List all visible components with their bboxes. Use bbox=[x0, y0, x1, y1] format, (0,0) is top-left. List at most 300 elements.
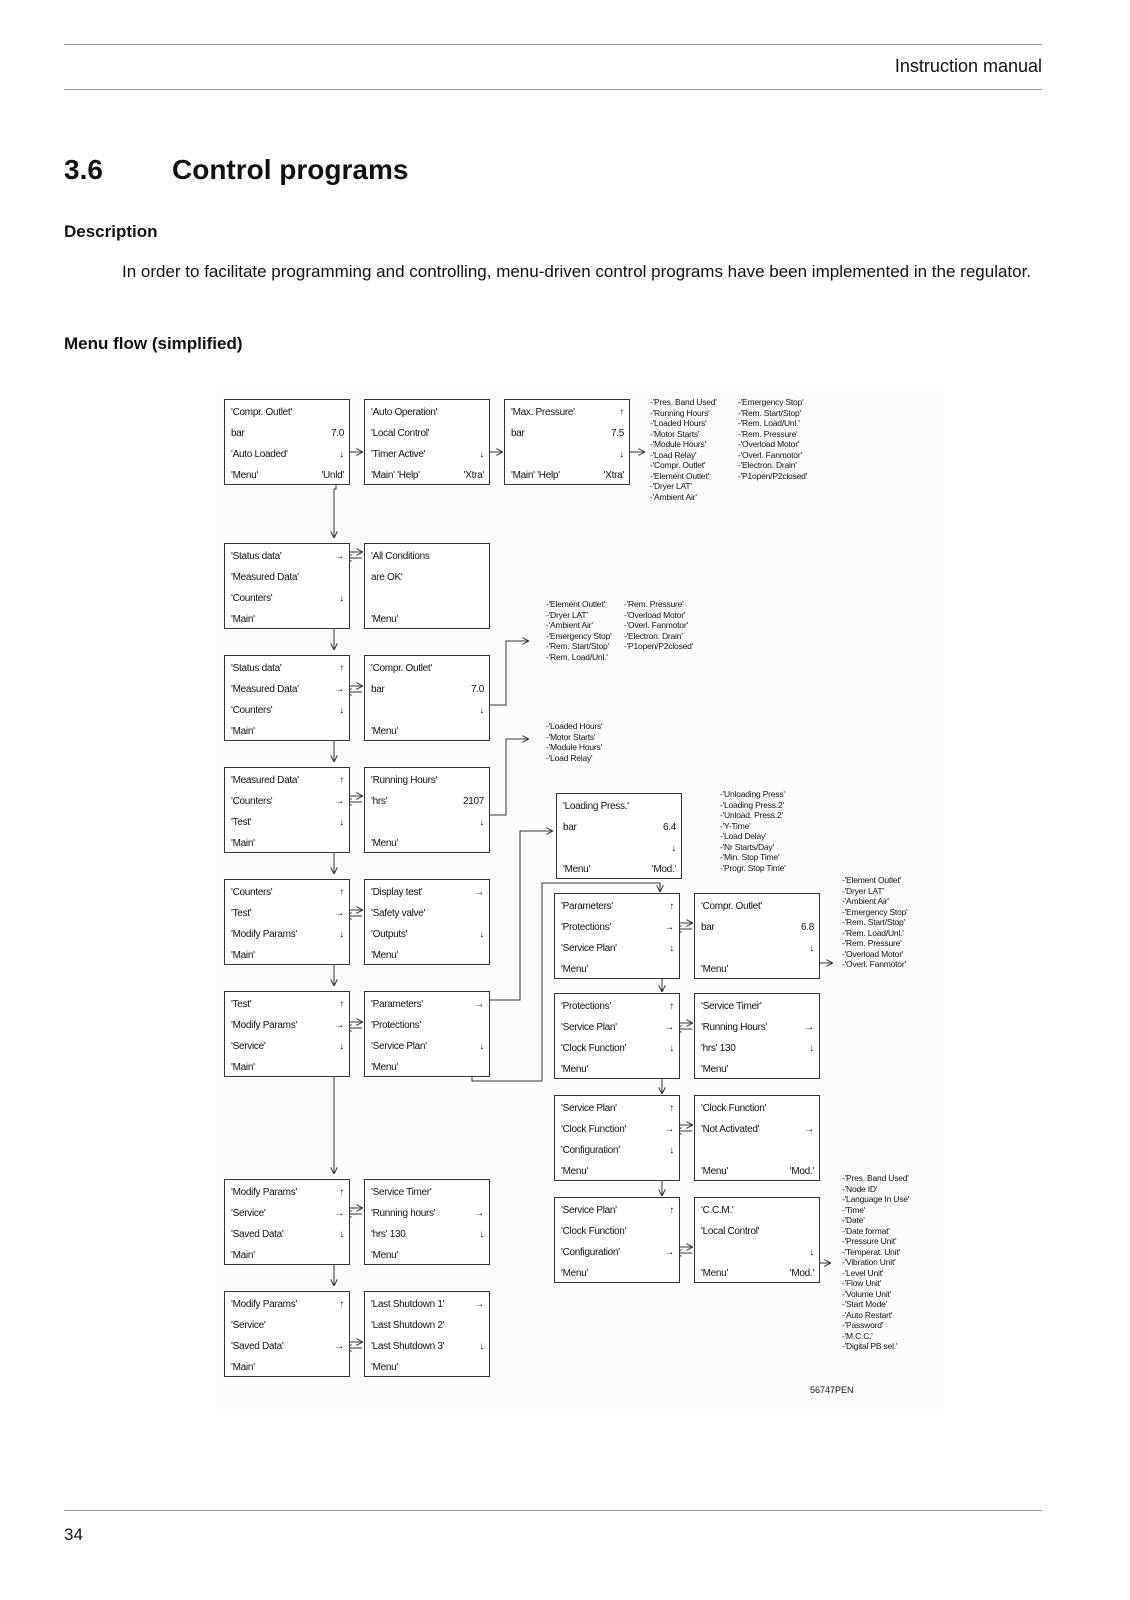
screen-line bbox=[231, 680, 344, 700]
screen-line bbox=[371, 424, 484, 444]
screen-line-right: 'Xtra' bbox=[603, 470, 624, 481]
screen-line bbox=[231, 1358, 344, 1378]
screen-line-left: bar bbox=[563, 822, 577, 833]
screen-line-left: 'Max. Pressure' bbox=[511, 407, 575, 418]
screen-line-right: ↓ bbox=[479, 1341, 484, 1352]
screen-line bbox=[701, 897, 814, 917]
screen-line-left: 'Menu' bbox=[561, 964, 589, 975]
menu-screen-box bbox=[224, 991, 350, 1077]
screen-line-left: 'Main' bbox=[231, 838, 255, 849]
note-list: -'Element Outlet' -'Dryer LAT' -'Ambient Air' -'Emergency Stop' -'Rem. Start/Stop' -'Rem. Load/Unl.' -'Rem. Pressure' -'Overload Motor' -'Overl. Fanmotor' bbox=[842, 875, 908, 969]
screen-line-right: 'Mod.' bbox=[789, 1268, 814, 1279]
description-text: In order to facilitate programming and controlling, menu-driven control programs have been implemented in the regulator. bbox=[122, 262, 1032, 281]
screen-line-left: 'Protections' bbox=[561, 1001, 611, 1012]
screen-line-left: 'Main' bbox=[231, 614, 255, 625]
screen-line-right: ↓ bbox=[339, 449, 344, 460]
screen-line bbox=[511, 403, 624, 423]
screen-line-right: 6.4 bbox=[662, 822, 676, 833]
screen-line-right: ↓ bbox=[339, 1229, 344, 1240]
screen-line-left: 'Main' bbox=[231, 726, 255, 737]
screen-line-left: 'Status data' bbox=[231, 663, 282, 674]
screen-line bbox=[371, 610, 484, 630]
menu-screen-box bbox=[364, 991, 490, 1077]
screen-line-left: 'Service Plan' bbox=[561, 1022, 617, 1033]
menu-screen-box bbox=[556, 793, 682, 879]
screen-line bbox=[231, 1204, 344, 1224]
screen-line bbox=[231, 834, 344, 854]
screen-line bbox=[231, 659, 344, 679]
screen-line-left: 'Measured Data' bbox=[231, 572, 299, 583]
screen-line bbox=[371, 568, 484, 588]
screen-line bbox=[231, 1037, 344, 1057]
note-list: -'Pres. Band Used' -'Node ID' -'Language In Use' -'Time' -'Date' -'Date format' -'Pressure Unit' -'Temperat. Unit' -'Vibration Unit' -'Level Unit' -'Flow Unit' -'Volume Unit' -'Start Mode' -'Auto Restart' -'Password' -'M.C.C.' -'Digital PB sel.' bbox=[842, 1173, 910, 1351]
screen-line-left: 'Service Timer' bbox=[371, 1187, 432, 1198]
screen-line-right: ↑ bbox=[339, 887, 344, 898]
screen-line-right: ↓ bbox=[669, 943, 674, 954]
menu-screen-box bbox=[364, 543, 490, 629]
screen-line-left: 'All Conditions bbox=[371, 551, 430, 562]
screen-line bbox=[371, 1037, 484, 1057]
screen-line bbox=[701, 1120, 814, 1140]
screen-line bbox=[371, 466, 484, 486]
menu-screen-box bbox=[224, 655, 350, 741]
screen-line-right: ↑ bbox=[669, 1103, 674, 1114]
screen-line bbox=[231, 589, 344, 609]
menu-screen-box bbox=[224, 1291, 350, 1377]
note-list: -'Element Outlet' -'Dryer LAT' -'Ambient Air' -'Emergency Stop' -'Rem. Start/Stop' -'Rem. Load/Unl.' bbox=[546, 599, 612, 662]
screen-line-left: 'Clock Function' bbox=[561, 1124, 627, 1135]
screen-line-right: 'Xtra' bbox=[463, 470, 484, 481]
screen-line-left: bar bbox=[511, 428, 525, 439]
screen-line bbox=[231, 1295, 344, 1315]
section-number: 3.6 bbox=[64, 154, 103, 185]
menu-flow-heading: Menu flow (simplified) bbox=[64, 334, 243, 353]
screen-line-left: 'Modify Params' bbox=[231, 1020, 298, 1031]
screen-line bbox=[701, 1141, 814, 1161]
screen-line bbox=[561, 1039, 674, 1059]
screen-line-left: 'Parameters' bbox=[371, 999, 423, 1010]
header-rule-top bbox=[64, 44, 1042, 45]
note-list: -'Rem. Pressure' -'Overload Motor' -'Overl. Fanmotor' -'Electron. Drain' -'P1open/P2closed' bbox=[624, 599, 694, 651]
screen-line-left: 'Configuration' bbox=[561, 1145, 620, 1156]
screen-line bbox=[561, 1060, 674, 1080]
screen-line bbox=[371, 1058, 484, 1078]
menu-screen-box bbox=[364, 655, 490, 741]
screen-line-right: ↑ bbox=[339, 1299, 344, 1310]
screen-line-left: 'Menu' bbox=[701, 1064, 729, 1075]
screen-line-right: ↓ bbox=[809, 943, 814, 954]
screen-line-left: 'Configuration' bbox=[561, 1247, 620, 1258]
screen-line-right: ↓ bbox=[339, 705, 344, 716]
screen-line-right: ↑ bbox=[669, 1001, 674, 1012]
screen-line-left: 'Saved Data' bbox=[231, 1229, 284, 1240]
screen-line-left: 'Running Hours' bbox=[701, 1022, 768, 1033]
screen-line-right: → bbox=[474, 1208, 484, 1219]
screen-line-left: 'Loading Press.' bbox=[563, 801, 629, 812]
screen-line bbox=[561, 1120, 674, 1140]
screen-line-right: → bbox=[664, 1247, 674, 1258]
screen-line bbox=[371, 701, 484, 721]
screen-line-right: ↓ bbox=[669, 1043, 674, 1054]
screen-line-left: 'Service Plan' bbox=[371, 1041, 427, 1052]
screen-line-left: 'Local Control' bbox=[701, 1226, 760, 1237]
screen-line-left: 'Menu' bbox=[561, 1166, 589, 1177]
screen-line bbox=[561, 1162, 674, 1182]
screen-line-right: ↑ bbox=[339, 775, 344, 786]
screen-line-right: ↑ bbox=[669, 901, 674, 912]
menu-screen-box bbox=[694, 993, 820, 1079]
screen-line-right: ↓ bbox=[669, 1145, 674, 1156]
screen-line-right: → bbox=[334, 1341, 344, 1352]
screen-line-right: ↓ bbox=[479, 1229, 484, 1240]
screen-line-left: 'Modify Params' bbox=[231, 1299, 298, 1310]
screen-line-left: 'Service Plan' bbox=[561, 1103, 617, 1114]
section-title: Control programs bbox=[172, 154, 409, 185]
screen-line bbox=[231, 1337, 344, 1357]
screen-line-left: 'Menu' bbox=[371, 1362, 399, 1373]
screen-line-right: → bbox=[474, 1299, 484, 1310]
screen-line-left: 'Menu' bbox=[561, 1064, 589, 1075]
screen-line-left: 'Menu' bbox=[563, 864, 591, 875]
screen-line-left: 'Local Control' bbox=[371, 428, 430, 439]
menu-screen-box bbox=[504, 399, 630, 485]
screen-line-left: 'C.C.M.' bbox=[701, 1205, 734, 1216]
screen-line bbox=[563, 818, 676, 838]
screen-line-right: ↑ bbox=[339, 999, 344, 1010]
screen-line bbox=[561, 1243, 674, 1263]
screen-line bbox=[561, 897, 674, 917]
menu-screen-box bbox=[224, 767, 350, 853]
screen-line-left: bar bbox=[371, 684, 385, 695]
screen-line bbox=[231, 610, 344, 630]
screen-line bbox=[511, 445, 624, 465]
footer-rule bbox=[64, 1510, 1042, 1511]
screen-line bbox=[371, 445, 484, 465]
menu-screen-box bbox=[224, 1179, 350, 1265]
screen-line bbox=[561, 1141, 674, 1161]
screen-line bbox=[231, 904, 344, 924]
screen-line bbox=[561, 918, 674, 938]
screen-line-left: 'Main' bbox=[231, 950, 255, 961]
screen-line-left: 'Running hours' bbox=[371, 1208, 436, 1219]
screen-line-left: 'Main' bbox=[231, 1062, 255, 1073]
screen-line-left: 'Last Shutdown 1' bbox=[371, 1299, 445, 1310]
screen-line bbox=[231, 1058, 344, 1078]
screen-line bbox=[231, 946, 344, 966]
screen-line-left: 'Modify Params' bbox=[231, 1187, 298, 1198]
screen-line bbox=[371, 1225, 484, 1245]
screen-line-left: 'Display test' bbox=[371, 887, 423, 898]
screen-line-left: 'Outputs' bbox=[371, 929, 408, 940]
screen-line-left: 'Menu' bbox=[371, 1062, 399, 1073]
menu-screen-box bbox=[364, 399, 490, 485]
screen-line-right: ↓ bbox=[339, 929, 344, 940]
screen-line-right: → bbox=[474, 887, 484, 898]
screen-line-left: 'Menu' bbox=[371, 838, 399, 849]
menu-screen-box bbox=[554, 893, 680, 979]
screen-line-left: 'Clock Function' bbox=[701, 1103, 767, 1114]
screen-line bbox=[561, 1201, 674, 1221]
menu-screen-box bbox=[554, 1095, 680, 1181]
screen-line-left: are OK' bbox=[371, 572, 403, 583]
screen-line bbox=[371, 1204, 484, 1224]
screen-line-left: 'Main' bbox=[231, 1250, 255, 1261]
screen-line-left: 'hrs' bbox=[371, 796, 388, 807]
screen-line-right: 6.8 bbox=[800, 922, 814, 933]
screen-line bbox=[371, 883, 484, 903]
screen-line bbox=[561, 939, 674, 959]
screen-line-left: 'Compr. Outlet' bbox=[371, 663, 433, 674]
screen-line-left: 'Clock Function' bbox=[561, 1226, 627, 1237]
screen-line bbox=[563, 839, 676, 859]
screen-line-right: ↑ bbox=[669, 1205, 674, 1216]
screen-line bbox=[371, 1337, 484, 1357]
screen-line bbox=[231, 568, 344, 588]
screen-line-right: 'Unld' bbox=[321, 470, 344, 481]
screen-line bbox=[231, 466, 344, 486]
screen-line-right: → bbox=[664, 1124, 674, 1135]
screen-line-left: 'Test' bbox=[231, 908, 252, 919]
screen-line bbox=[561, 1018, 674, 1038]
screen-line bbox=[371, 904, 484, 924]
screen-line bbox=[231, 1016, 344, 1036]
description-heading: Description bbox=[64, 222, 158, 241]
screen-line bbox=[231, 424, 344, 444]
screen-line-left: 'Parameters' bbox=[561, 901, 613, 912]
screen-line-left: 'Menu' bbox=[561, 1268, 589, 1279]
screen-line bbox=[231, 1246, 344, 1266]
screen-line-left: 'Service' bbox=[231, 1041, 266, 1052]
screen-line-right: ↓ bbox=[619, 449, 624, 460]
screen-line-left: 'Counters' bbox=[231, 705, 273, 716]
screen-line bbox=[701, 1201, 814, 1221]
screen-line bbox=[231, 771, 344, 791]
screen-line-right: → bbox=[804, 1022, 814, 1033]
screen-line-right: → bbox=[334, 684, 344, 695]
screen-line bbox=[701, 1243, 814, 1263]
screen-line-left: 'Last Shutdown 3' bbox=[371, 1341, 445, 1352]
screen-line-left: 'Menu' bbox=[371, 726, 399, 737]
screen-line bbox=[371, 1295, 484, 1315]
screen-line-left: 'Main' bbox=[231, 1362, 255, 1373]
screen-line bbox=[231, 722, 344, 742]
screen-line-right: ↓ bbox=[339, 817, 344, 828]
screen-line-left: 'Menu' bbox=[701, 1166, 729, 1177]
screen-line bbox=[561, 1264, 674, 1284]
screen-line bbox=[231, 1316, 344, 1336]
screen-line-left: 'Menu' bbox=[371, 1250, 399, 1261]
screen-line-right: ↓ bbox=[809, 1043, 814, 1054]
note-list: -'Loaded Hours' -'Motor Starts' -'Module Hours' -'Load Relay' bbox=[546, 721, 603, 763]
screen-line-left: 'Menu' bbox=[701, 964, 729, 975]
screen-line-right: → bbox=[664, 1022, 674, 1033]
screen-line-left: 'Main' 'Help' bbox=[371, 470, 420, 481]
screen-line-left: 'Timer Active' bbox=[371, 449, 426, 460]
screen-line bbox=[561, 1222, 674, 1242]
screen-line bbox=[371, 1183, 484, 1203]
screen-line-left: 'Clock Function' bbox=[561, 1043, 627, 1054]
menu-screen-box bbox=[224, 543, 350, 629]
screen-line-right: ↓ bbox=[479, 449, 484, 460]
screen-line bbox=[371, 813, 484, 833]
screen-line bbox=[701, 918, 814, 938]
header-rule-bottom bbox=[64, 89, 1042, 90]
screen-line bbox=[511, 466, 624, 486]
note-list: -'Pres. Band Used' -'Running Hours' -'Loaded Hours' -'Motor Starts' -'Module Hours' -'Load Relay' -'Compr. Outlet' -'Element Outlet' -'Dryer LAT' -'Ambient Air' bbox=[650, 397, 717, 502]
screen-line-left: 'Saved Data' bbox=[231, 1341, 284, 1352]
page-number: 34 bbox=[64, 1525, 83, 1544]
screen-line-left: 'Protections' bbox=[561, 922, 611, 933]
screen-line bbox=[371, 722, 484, 742]
menu-screen-box bbox=[364, 1179, 490, 1265]
screen-line bbox=[371, 680, 484, 700]
screen-line-right: ↓ bbox=[339, 593, 344, 604]
screen-line-left: 'Service Timer' bbox=[701, 1001, 762, 1012]
screen-line bbox=[701, 1264, 814, 1284]
screen-line-right: → bbox=[334, 1020, 344, 1031]
screen-line-right: → bbox=[334, 551, 344, 562]
screen-line bbox=[231, 1225, 344, 1245]
screen-line-left: 'hrs' 130 bbox=[701, 1043, 736, 1054]
screen-line-right: ↓ bbox=[479, 817, 484, 828]
screen-line-right: 7.0 bbox=[470, 684, 484, 695]
screen-line-left: 'Counters' bbox=[231, 887, 273, 898]
menu-screen-box bbox=[554, 993, 680, 1079]
screen-line-right: → bbox=[334, 796, 344, 807]
screen-line-left: 'Main' 'Help' bbox=[511, 470, 560, 481]
screen-line-left: 'Test' bbox=[231, 817, 252, 828]
screen-line-right: ↓ bbox=[809, 1247, 814, 1258]
screen-line-right: ↓ bbox=[479, 1041, 484, 1052]
screen-line-right: → bbox=[334, 1208, 344, 1219]
screen-line bbox=[371, 589, 484, 609]
screen-line bbox=[371, 403, 484, 423]
screen-line bbox=[701, 1060, 814, 1080]
screen-line bbox=[371, 1358, 484, 1378]
screen-line-left: 'hrs' 130 bbox=[371, 1229, 406, 1240]
note-list: -'Emergency Stop' -'Rem. Start/Stop' -'Rem. Load/Unl.' -'Rem. Pressure' -'Overload Motor' -'Overl. Fanmotor' -'Electron. Drain' -'P1open/P2closed' bbox=[738, 397, 808, 481]
screen-line bbox=[371, 792, 484, 812]
menu-screen-box bbox=[694, 1197, 820, 1283]
screen-line bbox=[231, 925, 344, 945]
menu-screen-box bbox=[364, 1291, 490, 1377]
screen-line bbox=[561, 1099, 674, 1119]
menu-screen-box bbox=[224, 399, 350, 485]
screen-line-right: ↑ bbox=[339, 663, 344, 674]
screen-line bbox=[701, 1039, 814, 1059]
menu-screen-box bbox=[694, 893, 820, 979]
screen-line-left: 'Compr. Outlet' bbox=[701, 901, 763, 912]
screen-line-left: 'Menu' bbox=[371, 950, 399, 961]
screen-line-left: bar bbox=[231, 428, 245, 439]
menu-screen-box bbox=[364, 767, 490, 853]
screen-line bbox=[511, 424, 624, 444]
screen-line-left: 'Last Shutdown 2' bbox=[371, 1320, 445, 1331]
screen-line bbox=[701, 997, 814, 1017]
screen-line bbox=[371, 659, 484, 679]
screen-line-right: 7.5 bbox=[610, 428, 624, 439]
screen-line-right: ↑ bbox=[619, 407, 624, 418]
screen-line bbox=[231, 995, 344, 1015]
screen-line-left: 'Service' bbox=[231, 1208, 266, 1219]
screen-line-right: 'Mod.' bbox=[789, 1166, 814, 1177]
screen-line bbox=[371, 995, 484, 1015]
screen-line-right: 2107 bbox=[462, 796, 484, 807]
screen-line bbox=[371, 1316, 484, 1336]
screen-line bbox=[231, 701, 344, 721]
screen-line bbox=[231, 883, 344, 903]
screen-line-right: 'Mod.' bbox=[651, 864, 676, 875]
screen-line bbox=[701, 960, 814, 980]
screen-line bbox=[563, 797, 676, 817]
screen-line bbox=[561, 960, 674, 980]
note-list: -'Unloading Press' -'Loading Press.2' -'Unload. Press.2' -'Y-Time' -'Load Delay' -'Nr Starts/Day' -'Min. Stop Time' -'Progr. Stop Time' bbox=[720, 789, 786, 873]
screen-line-left: 'Auto Loaded' bbox=[231, 449, 288, 460]
menu-flow-diagram bbox=[216, 385, 944, 1415]
screen-line-left: 'Compr. Outlet' bbox=[231, 407, 293, 418]
screen-line-left: 'Auto Operation' bbox=[371, 407, 438, 418]
screen-line-right: → bbox=[334, 908, 344, 919]
screen-line-left: 'Not Activated' bbox=[701, 1124, 760, 1135]
screen-line-left: 'Running Hours' bbox=[371, 775, 438, 786]
screen-line bbox=[371, 1246, 484, 1266]
screen-line-right: ↑ bbox=[339, 1187, 344, 1198]
screen-line bbox=[231, 445, 344, 465]
screen-line-left: 'Counters' bbox=[231, 796, 273, 807]
screen-line bbox=[231, 1183, 344, 1203]
screen-line bbox=[701, 1018, 814, 1038]
screen-line-right: → bbox=[474, 999, 484, 1010]
screen-line bbox=[371, 771, 484, 791]
screen-line-left: 'Counters' bbox=[231, 593, 273, 604]
screen-line bbox=[701, 1099, 814, 1119]
header-title: Instruction manual bbox=[894, 56, 1042, 76]
screen-line bbox=[371, 1016, 484, 1036]
screen-line bbox=[231, 547, 344, 567]
screen-line-right: ↓ bbox=[671, 843, 676, 854]
screen-line-right: ↓ bbox=[479, 929, 484, 940]
menu-screen-box bbox=[224, 879, 350, 965]
screen-line-left: 'Service Plan' bbox=[561, 943, 617, 954]
screen-line-right: → bbox=[804, 1124, 814, 1135]
screen-line bbox=[701, 939, 814, 959]
screen-line bbox=[701, 1222, 814, 1242]
screen-line-left: 'Protections' bbox=[371, 1020, 421, 1031]
screen-line bbox=[563, 860, 676, 880]
screen-line bbox=[371, 925, 484, 945]
screen-line bbox=[371, 834, 484, 854]
screen-line-right: ↓ bbox=[479, 705, 484, 716]
screen-line-left: 'Test' bbox=[231, 999, 252, 1010]
menu-screen-box bbox=[554, 1197, 680, 1283]
screen-line bbox=[561, 997, 674, 1017]
screen-line bbox=[231, 403, 344, 423]
screen-line-right: → bbox=[664, 922, 674, 933]
screen-line-left: 'Status data' bbox=[231, 551, 282, 562]
screen-line-left: 'Service Plan' bbox=[561, 1205, 617, 1216]
screen-line bbox=[371, 946, 484, 966]
screen-line bbox=[231, 792, 344, 812]
screen-line bbox=[701, 1162, 814, 1182]
screen-line-left: 'Menu' bbox=[371, 614, 399, 625]
screen-line-left: 'Modify Params' bbox=[231, 929, 298, 940]
figure-reference: 56747PEN bbox=[810, 1385, 854, 1395]
screen-line-left: 'Safety valve' bbox=[371, 908, 426, 919]
screen-line-left: bar bbox=[701, 922, 715, 933]
screen-line-right: ↓ bbox=[339, 1041, 344, 1052]
menu-screen-box bbox=[364, 879, 490, 965]
menu-screen-box bbox=[694, 1095, 820, 1181]
